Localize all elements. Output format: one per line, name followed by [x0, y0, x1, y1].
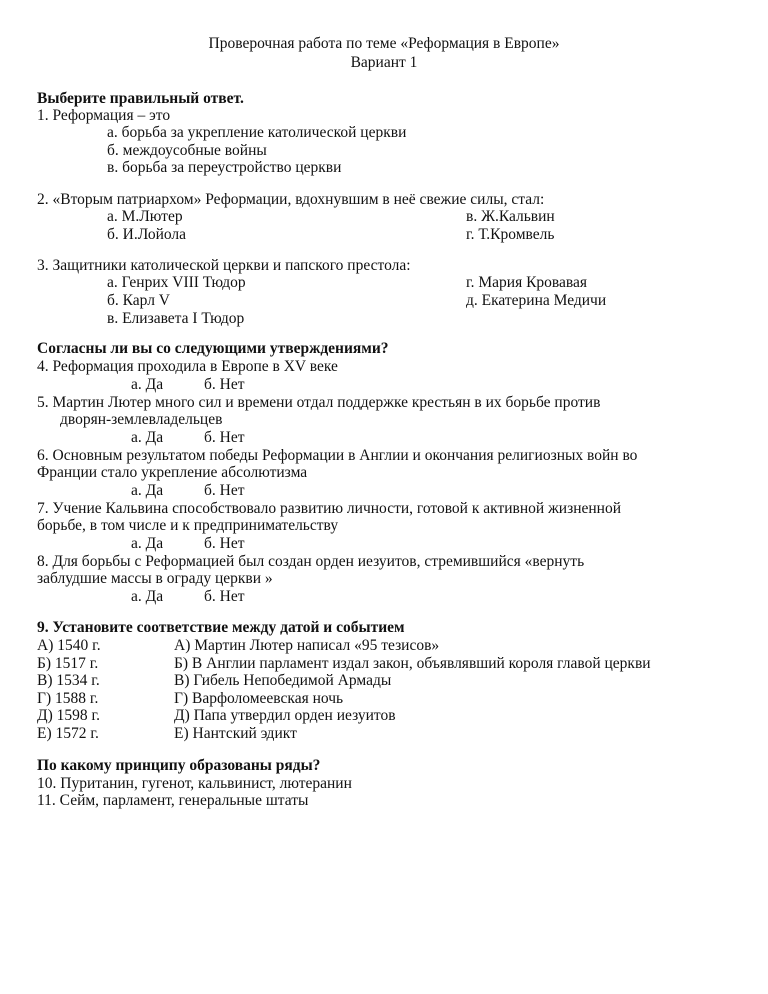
- event-item: В) Гибель Непобедимой Армады: [174, 672, 392, 689]
- event-item: Г) Варфоломеевская ночь: [174, 690, 344, 707]
- q3-option-d: г. Мария Кровавая: [466, 274, 588, 291]
- q7-text-line1: 7. Учение Кальвина способствовало развитию личности, готовой к активной жизненной: [37, 500, 622, 517]
- q5-text-line1: 5. Мартин Лютер много сил и времени отдал поддержке крестьян в их борьбе против: [37, 394, 601, 411]
- q3-option-c: в. Елизавета I Тюдор: [107, 310, 245, 327]
- q2-option-d: г. Т.Кромвель: [466, 226, 555, 243]
- q7-answer-no: б. Нет: [204, 535, 245, 552]
- section3-heading: 9. Установите соответствие между датой и событием: [37, 619, 405, 636]
- event-item: Б) В Англии парламент издал закон, объявлявший короля главой церкви: [174, 655, 651, 672]
- q1-option-b: б. междоусобные войны: [107, 142, 267, 159]
- q7-answer-yes: а. Да: [131, 535, 164, 552]
- q3-option-b: б. Карл V: [107, 292, 170, 309]
- q2-option-b: б. И.Лойола: [107, 226, 187, 243]
- event-item: Е) Нантский эдикт: [174, 725, 297, 742]
- q5-text-line2: дворян-землевладельцев: [60, 411, 223, 428]
- q1-option-a: а. борьба за укрепление католической церкви: [107, 124, 407, 141]
- date-item: Е) 1572 г.: [37, 725, 99, 742]
- date-item: Б) 1517 г.: [37, 655, 99, 672]
- q4-answer-no: б. Нет: [204, 376, 245, 393]
- section4-heading: По какому принципу образованы ряды?: [37, 757, 321, 774]
- q5-answer-no: б. Нет: [204, 429, 245, 446]
- q6-answer-no: б. Нет: [204, 482, 245, 499]
- q4-text: 4. Реформация проходила в Европе в XV веке: [37, 358, 338, 375]
- date-item: Г) 1588 г.: [37, 690, 99, 707]
- q5-answer-yes: а. Да: [131, 429, 164, 446]
- q1-text: 1. Реформация – это: [37, 107, 171, 124]
- q6-text-line2: Франции стало укрепление абсолютизма: [37, 464, 308, 481]
- section1-heading: Выберите правильный ответ.: [37, 90, 244, 107]
- q7-text-line2: борьбе, в том числе и к предпринимательству: [37, 517, 339, 534]
- q3-text: 3. Защитники католической церкви и папского престола:: [37, 257, 411, 274]
- event-item: Д) Папа утвердил орден иезуитов: [174, 707, 396, 724]
- date-item: В) 1534 г.: [37, 672, 100, 689]
- q8-answer-yes: а. Да: [131, 588, 164, 605]
- q8-text-line1: 8. Для борьбы с Реформацией был создан орден иезуитов, стремившийся «вернуть: [37, 553, 585, 570]
- q8-answer-no: б. Нет: [204, 588, 245, 605]
- q4-answer-yes: а. Да: [131, 376, 164, 393]
- date-item: А) 1540 г.: [37, 637, 101, 654]
- q11-text: 11. Сейм, парламент, генеральные штаты: [37, 792, 309, 809]
- q3-option-e: д. Екатерина Медичи: [466, 292, 607, 309]
- q6-answer-yes: а. Да: [131, 482, 164, 499]
- variant-label: Вариант 1: [350, 54, 418, 71]
- q6-text-line1: 6. Основным результатом победы Реформации в Англии и окончания религиозных войн во: [37, 447, 638, 464]
- date-item: Д) 1598 г.: [37, 707, 100, 724]
- page-title: Проверочная работа по теме «Реформация в Европе»: [208, 35, 560, 52]
- q1-option-c: в. борьба за переустройство церкви: [107, 159, 342, 176]
- q3-option-a: а. Генрих VIII Тюдор: [107, 274, 246, 291]
- q2-option-c: в. Ж.Кальвин: [466, 208, 555, 225]
- q8-text-line2: заблудшие массы в ограду церкви »: [37, 570, 273, 587]
- event-item: А) Мартин Лютер написал «95 тезисов»: [174, 637, 440, 654]
- section2-heading: Согласны ли вы со следующими утверждениями?: [37, 340, 389, 357]
- q2-option-a: а. М.Лютер: [107, 208, 183, 225]
- q10-text: 10. Пуританин, гугенот, кальвинист, лютеранин: [37, 775, 352, 792]
- q2-text: 2. «Вторым патриархом» Реформации, вдохнувшим в неё свежие силы, стал:: [37, 191, 545, 208]
